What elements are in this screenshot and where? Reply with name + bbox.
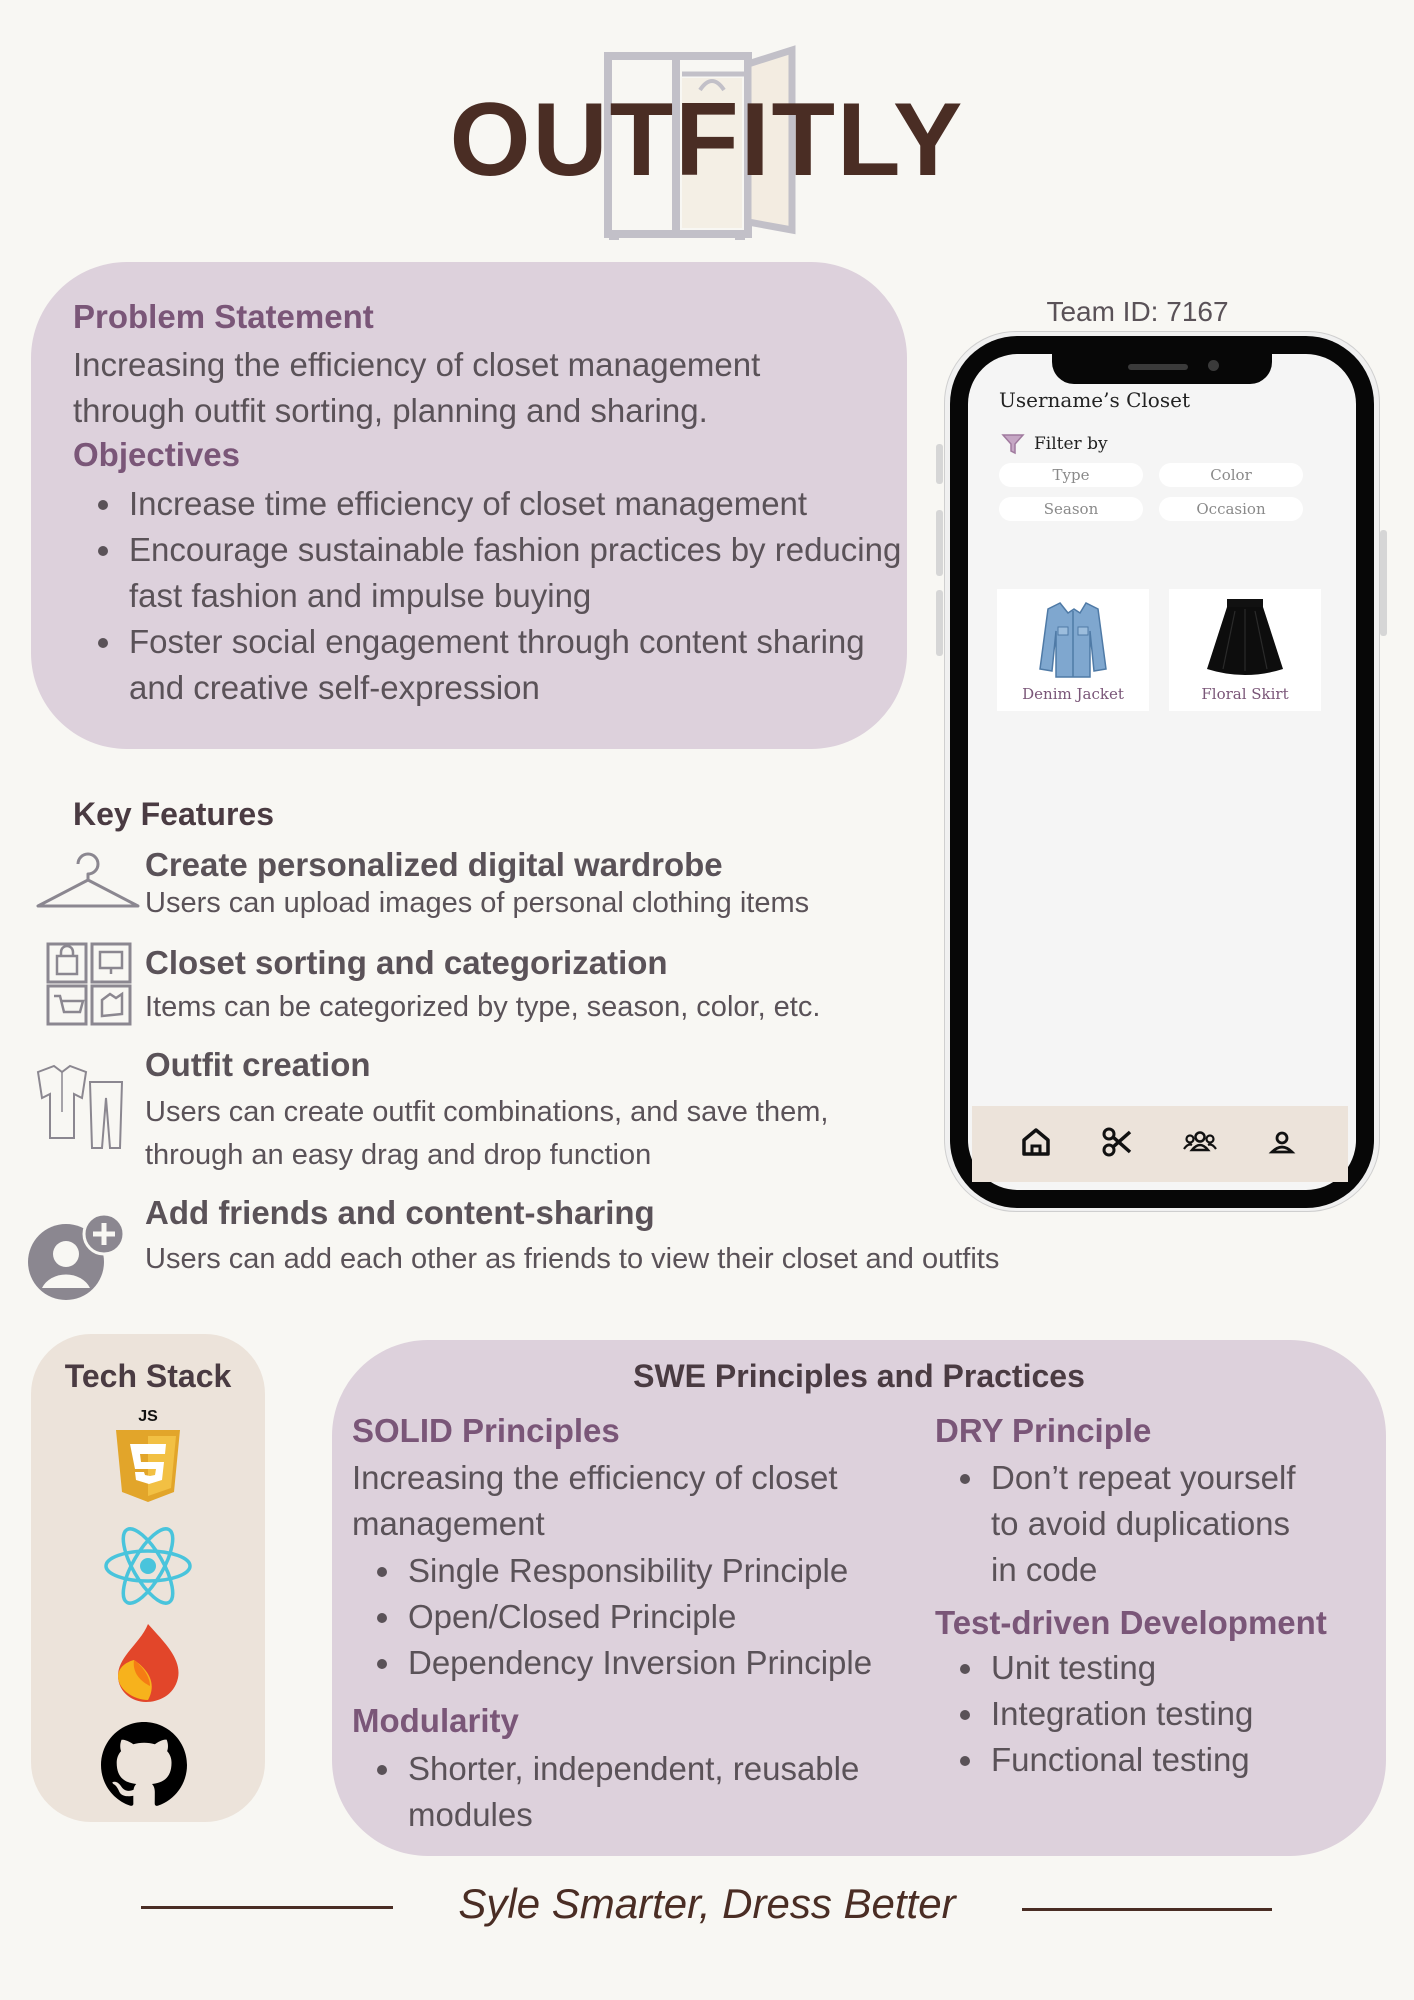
scissors-icon[interactable]	[1100, 1124, 1136, 1160]
firebase-icon	[112, 1620, 184, 1704]
item-label: Floral Skirt	[1201, 685, 1289, 703]
home-icon[interactable]	[1018, 1124, 1054, 1160]
item-label: Denim Jacket	[1022, 685, 1124, 703]
filter-occasion[interactable]: Occasion	[1159, 497, 1303, 521]
tech-stack-heading: Tech Stack	[64, 1358, 232, 1394]
closet-item-card[interactable]	[1169, 589, 1321, 711]
feature-title: Create personalized digital wardrobe	[145, 846, 723, 883]
phone-button	[1380, 530, 1387, 636]
filter-color[interactable]: Color	[1159, 463, 1303, 487]
app-title: OUTFITLY	[449, 82, 965, 198]
denim-jacket-icon	[1038, 599, 1108, 679]
solid-list	[352, 1548, 912, 1686]
filter-label: Filter by	[1034, 434, 1108, 454]
objective-item: Foster social engagement through content sharing and creative self-expression	[73, 619, 903, 711]
speaker-grille	[1128, 364, 1188, 370]
feature-desc: Users can create outfit combinations, and save them, through an easy drag and drop function	[145, 1096, 829, 1171]
filter-icon[interactable]	[1001, 433, 1025, 455]
phone-button	[936, 444, 943, 484]
tdd-item: Integration testing	[935, 1691, 1355, 1737]
feature-desc: Users can add each other as friends to view their closet and outfits	[145, 1243, 1000, 1275]
feature-title: Outfit creation	[145, 1046, 371, 1083]
html5-badge-text: JS	[138, 1408, 158, 1425]
closet-title: Username’s Closet	[999, 388, 1190, 412]
tdd-item: Unit testing	[935, 1645, 1355, 1691]
add-friend-icon	[24, 1214, 126, 1302]
phone-button	[936, 510, 943, 576]
filter-season[interactable]: Season	[999, 497, 1143, 521]
tdd-list	[935, 1645, 1355, 1783]
objective-item: Increase time efficiency of closet management	[73, 481, 903, 527]
feature-title: Closet sorting and categorization	[145, 944, 668, 981]
solid-item: Dependency Inversion Principle	[352, 1640, 912, 1686]
solid-item: Single Responsibility Principle	[352, 1548, 912, 1594]
feature-title: Add friends and content-sharing	[145, 1194, 655, 1231]
dry-heading: DRY Principle	[935, 1412, 1152, 1449]
category-grid-icon	[46, 942, 132, 1026]
team-id: Team ID: 7167	[1046, 296, 1229, 327]
objective-item: Encourage sustainable fashion practices by reducing fast fashion and impulse buying	[73, 527, 903, 619]
tdd-heading: Test-driven Development	[935, 1604, 1327, 1641]
solid-text: Increasing the efficiency of closet management	[352, 1459, 838, 1542]
friends-icon[interactable]	[1182, 1124, 1218, 1160]
feature-desc: Users can upload images of personal clothing items	[145, 887, 810, 919]
dry-list	[935, 1455, 1315, 1593]
closet-item-card[interactable]	[997, 589, 1149, 711]
problem-statement-text: Increasing the efficiency of closet management through outfit sorting, planning and sharing.	[73, 346, 761, 429]
hanger-icon	[34, 850, 142, 914]
skirt-icon	[1205, 597, 1285, 679]
html5-icon	[114, 1408, 182, 1508]
tdd-item: Functional testing	[935, 1737, 1355, 1783]
dry-item: Don’t repeat yourself to avoid duplications in code	[935, 1455, 1315, 1593]
tagline: Syle Smarter, Dress Better	[458, 1880, 956, 1927]
filter-type[interactable]: Type	[999, 463, 1143, 487]
objectives-heading: Objectives	[73, 436, 240, 473]
solid-heading: SOLID Principles	[352, 1412, 620, 1449]
react-icon	[102, 1524, 194, 1608]
modularity-list	[352, 1746, 892, 1838]
objectives-list	[73, 481, 903, 711]
phone-button	[936, 590, 943, 656]
front-camera	[1208, 360, 1219, 371]
problem-statement-heading: Problem Statement	[73, 298, 374, 335]
outfit-icon	[28, 1062, 130, 1154]
profile-icon[interactable]	[1264, 1124, 1300, 1160]
feature-desc: Items can be categorized by type, season, color, etc.	[145, 991, 821, 1023]
solid-item: Open/Closed Principle	[352, 1594, 912, 1640]
modularity-heading: Modularity	[352, 1702, 519, 1739]
github-icon	[101, 1722, 187, 1808]
modularity-item: Shorter, independent, reusable modules	[352, 1746, 892, 1838]
key-features-heading: Key Features	[73, 796, 274, 832]
swe-heading: SWE Principles and Practices	[633, 1358, 1085, 1394]
